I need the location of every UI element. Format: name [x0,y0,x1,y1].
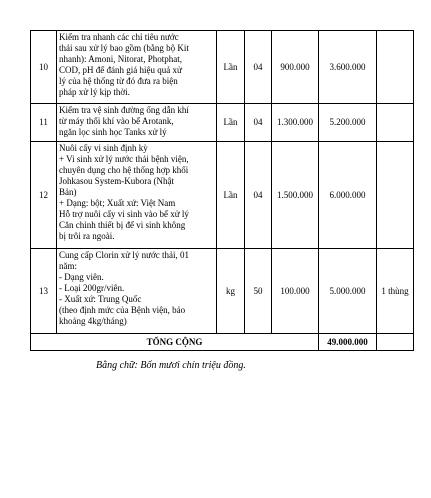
description-line: chuyên dụng cho hệ thống hợp khối [59,165,189,175]
description-line: Căn chỉnh thiết bị để vi sinh không [59,220,186,230]
note-cell [377,104,414,142]
description-line: + Vi sinh xử lý nước thải bệnh viện, [59,154,189,164]
description-line: pháp xử lý kịp thời. [59,87,130,97]
table-row [31,249,414,334]
description-line: Kiểm tra nhanh các chỉ tiêu nước [59,32,179,42]
quantity-cell: 04 [245,142,272,249]
description-line: thải sau xử lý bao gồm (bằng bộ Kit [59,43,189,53]
amount-cell: 6.000.000 [319,142,377,249]
unit-price-cell: 1.500.000 [272,142,319,249]
description-line: bị trôi ra ngoài. [59,231,115,241]
unit-cell: kg [217,249,245,334]
quantity-cell: 04 [245,31,272,104]
description-line: nhanh): Amoni, Nitorat, Photphat, [59,54,182,64]
description-line: lý của hệ thống từ đó đưa ra biện [59,76,178,86]
note-cell [377,31,414,104]
item-description [57,142,217,249]
description-line: - Xuất xứ: Trung Quốc [59,294,142,304]
description-line: Bản) [59,187,77,197]
description-line: từ máy thổi khí vào bể Arotank, [59,116,174,126]
amount-cell: 5.000.000 [319,249,377,334]
description-line: Hỗ trợ nuôi cấy vi sinh vào bể xử lý [59,209,189,219]
unit-price-cell: 100.000 [272,249,319,334]
description-line: ngăn lọc sinh học Tanks xử lý [59,127,167,137]
amount-cell: 5.200.000 [319,104,377,142]
quantity-cell: 04 [245,104,272,142]
quantity-cell: 50 [245,249,272,334]
unit-cell: Lần [217,142,245,249]
row-number: 11 [31,104,57,142]
description-line: - Loại 200gr/viên. [59,283,125,293]
row-number: 10 [31,31,57,104]
description-line: COD, pH để đánh giá hiệu quả xử [59,65,182,75]
description-line: khoảng 4kg/tháng) [59,316,127,326]
table-row [31,142,414,249]
table-row [31,104,414,142]
row-number: 13 [31,249,57,334]
row-number: 12 [31,142,57,249]
total-label: TỔNG CỘNG [31,334,319,351]
total-row [31,334,414,351]
description-line: Kiểm tra vệ sinh đường ống dẫn khí [59,105,189,115]
unit-price-cell: 900.000 [272,31,319,104]
table-row [31,31,414,104]
description-line: năm: [59,261,77,271]
description-line: Cung cấp Clorin xử lý nước thải, 01 [59,250,189,260]
total-amount: 49.000.000 [319,334,377,351]
description-line: Johkasou System-Kubora (Nhật [59,176,174,186]
item-description [57,31,217,104]
description-line: (theo định mức của Bệnh viện, bảo [59,305,186,315]
quotation-table [30,30,414,351]
description-line: - Dạng viên. [59,272,104,282]
amount-cell: 3.600.000 [319,31,377,104]
note-cell: 1 thùng [377,249,414,334]
unit-price-cell: 1.300.000 [272,104,319,142]
note-cell [377,142,414,249]
quotation-table-section [30,30,413,351]
description-line: + Dạng: bột; Xuất xứ: Việt Nam [59,198,176,208]
item-description [57,104,217,142]
amount-in-words: Bằng chữ: Bốn mươi chín triệu đồng. [96,360,246,371]
description-line: Nuôi cấy vi sinh định kỳ [59,143,148,153]
unit-cell: Lần [217,104,245,142]
unit-cell: Lần [217,31,245,104]
total-note-cell [377,334,414,351]
item-description [57,249,217,334]
